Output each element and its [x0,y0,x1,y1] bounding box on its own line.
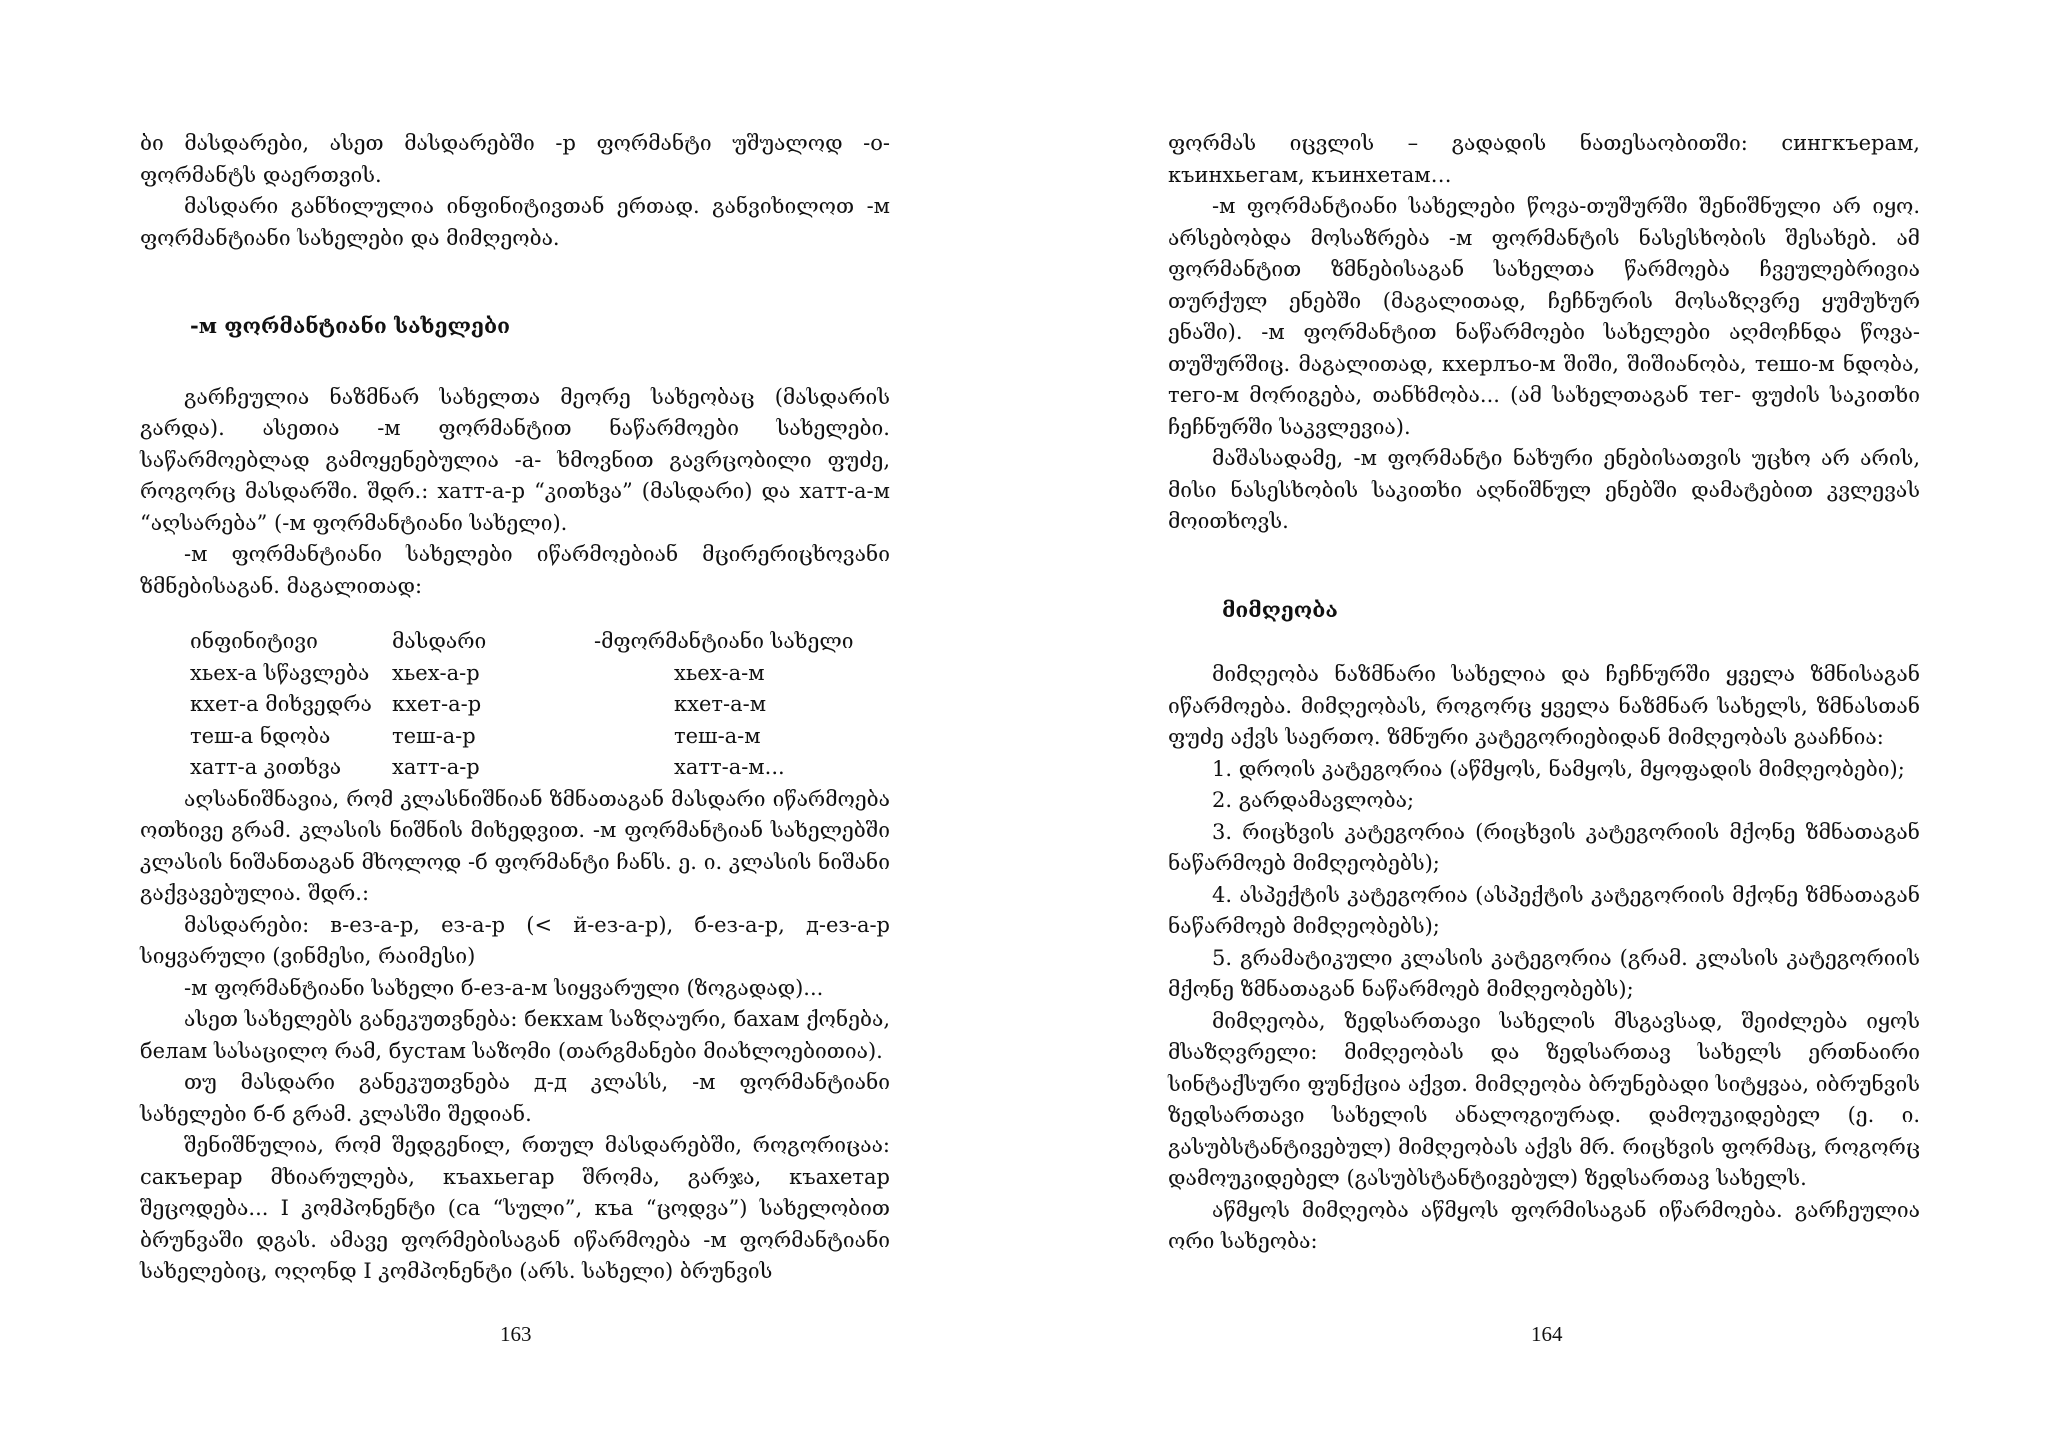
page-number: 163 [500,1322,532,1346]
paragraph: -м ფორმანტიანი სახელები წოვა-თუშურში შენიშნული არ იყო. არსებობდა მოსაზრება -м ფორმანტის ნასესხობის შესახებ. ამ ფორმანტით ზმნებისაგან სახელთა წარმოება ჩვეულებრივია თურქულ ენებში (მაგალითად, ჩეჩნურის მოსაზღვრე ყუმუხურ ენაში). -м ფორმანტით ნაწარმოები სახელები აღმოჩნდა წოვა-თუშურშიც. მაგალითად, кхерлъо-м შიში, შიშიანობა, тешо-м ნდობა, тего-м მორიგება, თანხმობა... (ამ სახელთაგან тег- ფუძის საკითხი ჩეჩნურში საკვლევია). [1168,194,1920,439]
column-header: -მფორმანტიანი სახელი [594,629,854,653]
paragraph: გარჩეულია ნაზმნარ სახელთა მეორე სახეობაც (მასდარის გარდა). ასეთია -м ფორმანტით ნაწარმოები სახელები. საწარმოებლად გამოყენებულია -а- ხმოვნით გავრცობილი ფუძე, როგორც მასდარში. შდრ.: хатт-а-р “კითხვა” (მასდარი) და хатт-а-м “აღსარება” (-м ფორმანტიანი სახელი). [140,384,890,535]
paragraph: აწმყოს მიმღეობა აწმყოს ფორმისაგან იწარმოება. გარჩეულია ორი სახეობა: [1168,1197,1920,1253]
paragraph: მასდარი განხილულია ინფინიტივთან ერთად. განვიხილოთ -м ფორმანტიანი სახელები და მიმღეობა. [140,194,890,250]
section-heading: მიმღეობა [1222,596,1338,622]
table-cell: хатт-а-р [392,755,480,779]
list-item: 2. გარდამავლობა; [1212,788,1415,812]
paragraph: შენიშნულია, რომ შედგენილ, რთულ მასდარებში, როგორიცაა: сакъерар მხიარულება, къахьегар შრომა, გარჯა, къахетар შეცოდება... I კომპონენტი (са “სული”, къа “ცოდვა”) სახელობით ბრუნვაში დგას. ამავე ფორმებისაგან იწარმოება -м ფორმანტიანი სახელებიც, ოღონდ I კომპონენტი (არს. სახელი) ბრუნვის [140,1133,890,1283]
table-cell: хатт-а-м... [674,755,785,779]
table-row [190,689,854,721]
right-page-content [1168,128,1920,1258]
paragraph: თუ მასდარი განეკუთვნება д-д კლასს, -м ფორმანტიანი სახელები б-б გრამ. კლასში შედიან. [140,1070,890,1126]
table-cell: хьех-а-м [674,660,765,685]
paragraph: ფორმას იცვლის – გადადის ნათესაობითში: сингкъерам, къинхьегам, къинхетам… [1168,131,1920,187]
table-header-row [190,626,854,658]
table-cell: хьех-а სწავლება [190,660,370,685]
table-cell: кхет-а მიხვედრა [190,692,372,716]
table-row [190,752,854,784]
paragraph: აღსანიშნავია, რომ კლასნიშნიან ზმნათაგან მასდარი იწარმოება ოთხივე გრამ. კლასის ნიშნის მიხედვით. -м ფორმანტიან სახელებში კლასის ნიშანთაგან მხოლოდ -б ფორმანტი ჩანს. ე. ი. კლასის ნიშანი გაქვავებულია. შდრ.: [140,786,890,905]
list-item: 1. დროის კატეგორია (აწმყოს, ნამყოს, მყოფადის მიმღეობები); [1212,756,1905,781]
table-cell: хатт-а კითხვა [190,755,342,779]
left-page-content [140,128,890,1288]
table-cell: кхет-а-м [674,692,767,716]
paragraph: მაშასადამე, -м ფორმანტი ნახური ენებისათვის უცხო არ არის, მისი ნასესხობის საკითხი აღნიშნულ ენებში დამატებით კვლევას მოითხოვს. [1168,446,1920,533]
table-cell: теш-а-м [674,723,761,748]
paragraph: -м ფორმანტიანი სახელი б-ез-а-м სიყვარული (ზოგადად)... [184,975,824,1000]
paragraph: ბი მასდარები, ასეთ მასდარებში -р ფორმანტი უშუალოდ -о- ფორმანტს დაერთვის. [140,131,890,187]
column-header: ინფინიტივი [190,629,318,653]
paragraph: მიმღეობა ნაზმნარი სახელია და ჩეჩნურში ყველა ზმნისაგან იწარმოება. მიმღეობას, როგორც ყველა ნაზმნარ სახელს, ზმნასთან ფუძე აქვს საერთო. ზმნური კატეგორიებიდან მიმღეობას გააჩნია: [1168,662,1920,749]
paragraph: მასდარები: в-ез-а-р, ез-а-р (< й-ез-а-р), б-ез-а-р, д-ез-а-р სიყვარული (ვინმესი, რაიმესი) [140,912,890,968]
table-cell: хьех-а-р [392,660,480,685]
paragraph: ასეთ სახელებს განეკუთვნება: бекхам საზღაური, бахам ქონება, белам სასაცილო რამ, бустам საზომი (თარგმანები მიახლოებითია). [140,1007,890,1063]
word-forms-table [190,626,854,784]
section-heading: -м ფორმანტიანი სახელები [190,313,510,338]
column-header: მასდარი [392,629,487,653]
list-item: 5. გრამატიკული კლასის კატეგორია (გრამ. კლასის კატეგორიის მქონე ზმნათაგან ნაწარმოებ მიმღეობებს); [1168,945,1920,1001]
left-page [140,128,890,1288]
table-row [190,658,854,690]
right-page [1168,128,1920,1258]
list-item: 4. ასპექტის კატეგორია (ასპექტის კატეგორიის მქონე ზმნათაგან ნაწარმოებ მიმღეობებს); [1168,882,1920,938]
list-item: 3. რიცხვის კატეგორია (რიცხვის კატეგორიის მქონე ზმნათაგან ნაწარმოებ მიმღეობებს); [1168,819,1920,875]
paragraph: -м ფორმანტიანი სახელები იწარმოებიან მცირერიცხოვანი ზმნებისაგან. მაგალითად: [140,542,890,598]
table-row [190,721,854,753]
paragraph: მიმღეობა, ზედსართავი სახელის მსგავსად, შეიძლება იყოს მსაზღვრელი: მიმღეობას და ზედსართავ სახელს ერთნაირი სინტაქსური ფუნქცია აქვთ. მიმღეობა ბრუნებადი სიტყვაა, იბრუნვის ზედსართავი სახელის ანალოგიურად. დამოუკიდებელ (ე. ი. გასუბსტანტივებულ) მიმღეობას აქვს მრ. რიცხვის ფორმაც, როგორც დამოუკიდებელ (გასუბსტანტივებულ) ზედსართავ სახელს. [1168,1008,1920,1190]
page-number: 164 [1531,1322,1563,1346]
table-cell: кхет-а-р [392,692,482,716]
table-cell: теш-а-р [392,723,476,748]
table-cell: теш-а ნდობა [190,723,331,748]
